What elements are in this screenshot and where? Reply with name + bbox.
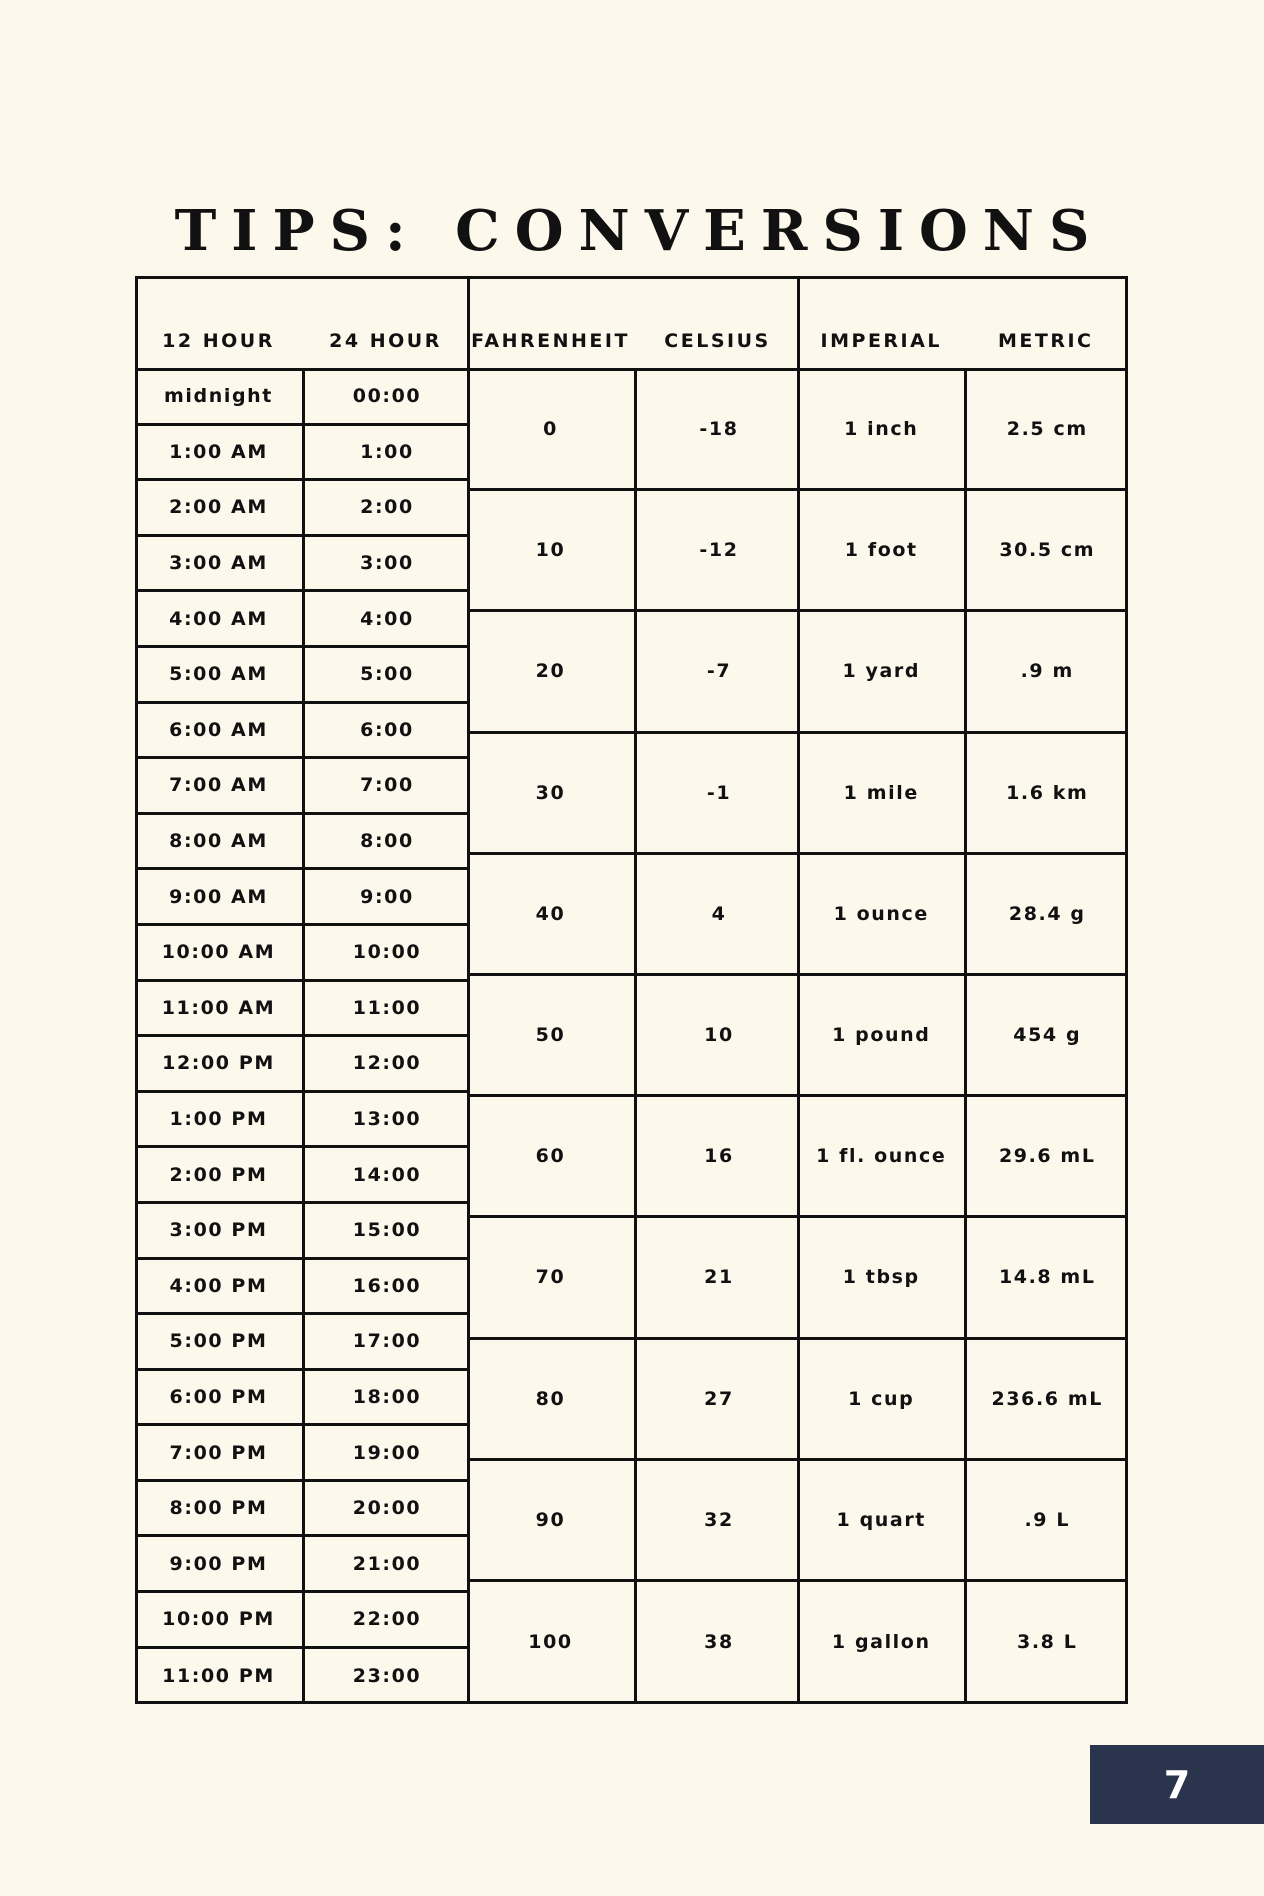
imperial-cell: 1 fl. ounce xyxy=(816,1145,947,1168)
page-number-badge: 7 xyxy=(1090,1745,1264,1824)
celsius-cell: -12 xyxy=(634,491,801,609)
twelve-hour-cell: 10:00 AM xyxy=(161,941,276,964)
time-row xyxy=(135,426,469,482)
metric-cell: .9 m xyxy=(964,612,1129,730)
twenty-four-hour-cell: 10:00 xyxy=(302,926,469,979)
temperature-row xyxy=(467,1097,801,1218)
fahrenheit-cell: 0 xyxy=(543,418,558,441)
celsius-cell: 21 xyxy=(634,1218,801,1336)
celsius-cell: 27 xyxy=(634,1340,801,1458)
temperature-row xyxy=(467,1461,801,1582)
twenty-four-hour-cell: 5:00 xyxy=(302,648,469,701)
celsius-cell: -1 xyxy=(634,734,801,852)
fahrenheit-cell: 60 xyxy=(535,1145,566,1168)
time-row xyxy=(135,592,469,648)
header-metric: METRIC xyxy=(998,330,1094,352)
twenty-four-hour-cell: 19:00 xyxy=(302,1426,469,1479)
temperature-row xyxy=(467,612,801,733)
twelve-hour-cell: 4:00 PM xyxy=(169,1274,268,1297)
time-row xyxy=(135,1593,469,1649)
time-row xyxy=(135,1260,469,1316)
celsius-cell: -7 xyxy=(634,612,801,730)
metric-cell: 2.5 cm xyxy=(964,370,1129,488)
imperial-cell: 1 mile xyxy=(843,781,919,804)
metric-cell: 454 g xyxy=(964,976,1129,1094)
twenty-four-hour-cell: 22:00 xyxy=(302,1593,469,1646)
celsius-cell: 16 xyxy=(634,1097,801,1215)
temperature-row xyxy=(467,1340,801,1461)
metric-cell: 236.6 mL xyxy=(964,1340,1129,1458)
measurement-row xyxy=(799,855,1128,976)
measurement-row xyxy=(799,1582,1128,1703)
time-row xyxy=(135,1315,469,1371)
twelve-hour-cell: 12:00 PM xyxy=(162,1052,275,1075)
fahrenheit-cell: 50 xyxy=(535,1024,566,1047)
temperature-row xyxy=(467,1218,801,1339)
temperature-conversion-table xyxy=(467,276,801,1704)
time-row xyxy=(135,1037,469,1093)
twelve-hour-cell: 8:00 AM xyxy=(169,830,268,853)
imperial-cell: 1 ounce xyxy=(833,902,929,925)
twenty-four-hour-cell: 18:00 xyxy=(302,1371,469,1424)
imperial-cell: 1 gallon xyxy=(831,1631,931,1654)
twenty-four-hour-cell: 6:00 xyxy=(302,704,469,757)
twelve-hour-cell: 2:00 PM xyxy=(169,1163,268,1186)
temperature-row xyxy=(467,491,801,612)
twelve-hour-cell: 9:00 PM xyxy=(169,1552,268,1575)
metric-cell: .9 L xyxy=(964,1461,1129,1579)
measurement-row xyxy=(799,1340,1128,1461)
time-row xyxy=(135,1148,469,1204)
twenty-four-hour-cell: 4:00 xyxy=(302,592,469,645)
twelve-hour-cell: 1:00 PM xyxy=(169,1108,268,1131)
temperature-header-row xyxy=(467,276,801,370)
twenty-four-hour-cell: 17:00 xyxy=(302,1315,469,1368)
time-row xyxy=(135,1482,469,1538)
measurement-row xyxy=(799,370,1128,491)
metric-cell: 14.8 mL xyxy=(964,1218,1129,1336)
header-imperial: IMPERIAL xyxy=(820,330,942,352)
imperial-cell: 1 cup xyxy=(848,1387,915,1410)
time-row xyxy=(135,870,469,926)
time-conversion-table xyxy=(135,276,469,1704)
measurement-header-row xyxy=(799,276,1128,370)
celsius-cell: 32 xyxy=(634,1461,801,1579)
twenty-four-hour-cell: 11:00 xyxy=(302,982,469,1035)
temperature-rows xyxy=(467,370,801,1703)
twelve-hour-cell: 3:00 AM xyxy=(169,552,268,575)
twelve-hour-cell: 6:00 PM xyxy=(169,1385,268,1408)
header-12-hour: 12 HOUR xyxy=(162,330,275,352)
twelve-hour-cell: 1:00 AM xyxy=(169,440,268,463)
measurement-row xyxy=(799,612,1128,733)
imperial-cell: 1 foot xyxy=(844,539,918,562)
twelve-hour-cell: 11:00 AM xyxy=(161,996,276,1019)
time-rows xyxy=(135,370,469,1704)
fahrenheit-cell: 100 xyxy=(528,1631,573,1654)
twelve-hour-cell: 5:00 PM xyxy=(169,1330,268,1353)
fahrenheit-cell: 40 xyxy=(535,902,566,925)
imperial-cell: 1 inch xyxy=(844,418,919,441)
measurement-row xyxy=(799,1461,1128,1582)
twenty-four-hour-cell: 13:00 xyxy=(302,1093,469,1146)
twenty-four-hour-cell: 20:00 xyxy=(302,1482,469,1535)
measurement-row xyxy=(799,1097,1128,1218)
measurement-conversion-table xyxy=(799,276,1128,1704)
metric-cell: 3.8 L xyxy=(964,1582,1129,1703)
header-fahrenheit: FAHRENHEIT xyxy=(471,330,630,352)
twelve-hour-cell: 4:00 AM xyxy=(169,607,268,630)
twenty-four-hour-cell: 8:00 xyxy=(302,815,469,868)
twenty-four-hour-cell: 1:00 xyxy=(302,426,469,479)
header-celsius: CELSIUS xyxy=(664,330,771,352)
imperial-cell: 1 tbsp xyxy=(842,1266,920,1289)
twelve-hour-cell: 5:00 AM xyxy=(169,663,268,686)
measurement-rows xyxy=(799,370,1128,1703)
time-row xyxy=(135,1204,469,1260)
twelve-hour-cell: midnight xyxy=(164,385,273,408)
fahrenheit-cell: 70 xyxy=(535,1266,566,1289)
twenty-four-hour-cell: 14:00 xyxy=(302,1148,469,1201)
twenty-four-hour-cell: 00:00 xyxy=(302,370,469,423)
time-row xyxy=(135,704,469,760)
celsius-cell: 38 xyxy=(634,1582,801,1703)
temperature-row xyxy=(467,855,801,976)
imperial-cell: 1 pound xyxy=(832,1024,931,1047)
time-row xyxy=(135,1371,469,1427)
twelve-hour-cell: 7:00 PM xyxy=(169,1441,268,1464)
time-row xyxy=(135,1426,469,1482)
time-row xyxy=(135,537,469,593)
twenty-four-hour-cell: 7:00 xyxy=(302,759,469,812)
twenty-four-hour-cell: 16:00 xyxy=(302,1260,469,1313)
celsius-cell: 4 xyxy=(634,855,801,973)
twelve-hour-cell: 8:00 PM xyxy=(169,1497,268,1520)
temperature-row xyxy=(467,976,801,1097)
time-row xyxy=(135,926,469,982)
twelve-hour-cell: 11:00 PM xyxy=(162,1665,275,1688)
twenty-four-hour-cell: 9:00 xyxy=(302,870,469,923)
twenty-four-hour-cell: 21:00 xyxy=(302,1537,469,1590)
temperature-row xyxy=(467,1582,801,1703)
time-row xyxy=(135,481,469,537)
fahrenheit-cell: 20 xyxy=(535,660,566,683)
time-header-row xyxy=(135,276,469,370)
twenty-four-hour-cell: 23:00 xyxy=(302,1649,469,1705)
twelve-hour-cell: 7:00 AM xyxy=(169,774,268,797)
celsius-cell: 10 xyxy=(634,976,801,1094)
header-24-hour: 24 HOUR xyxy=(329,330,442,352)
metric-cell: 1.6 km xyxy=(964,734,1129,852)
fahrenheit-cell: 90 xyxy=(535,1508,566,1531)
fahrenheit-cell: 30 xyxy=(535,781,566,804)
fahrenheit-cell: 10 xyxy=(535,539,566,562)
twenty-four-hour-cell: 15:00 xyxy=(302,1204,469,1257)
time-row xyxy=(135,370,469,426)
fahrenheit-cell: 80 xyxy=(535,1387,566,1410)
measurement-row xyxy=(799,491,1128,612)
page-title: TIPS: CONVERSIONS xyxy=(174,198,1105,264)
time-row xyxy=(135,982,469,1038)
twelve-hour-cell: 9:00 AM xyxy=(169,885,268,908)
metric-cell: 30.5 cm xyxy=(964,491,1129,609)
metric-cell: 29.6 mL xyxy=(964,1097,1129,1215)
temperature-row xyxy=(467,734,801,855)
time-row xyxy=(135,1649,469,1705)
time-row xyxy=(135,1093,469,1149)
twenty-four-hour-cell: 2:00 xyxy=(302,481,469,534)
twelve-hour-cell: 10:00 PM xyxy=(162,1608,275,1631)
measurement-row xyxy=(799,734,1128,855)
metric-cell: 28.4 g xyxy=(964,855,1129,973)
twenty-four-hour-cell: 3:00 xyxy=(302,537,469,590)
measurement-row xyxy=(799,976,1128,1097)
twenty-four-hour-cell: 12:00 xyxy=(302,1037,469,1090)
measurement-row xyxy=(799,1218,1128,1339)
twelve-hour-cell: 3:00 PM xyxy=(169,1219,268,1242)
time-row xyxy=(135,648,469,704)
celsius-cell: -18 xyxy=(634,370,801,488)
time-row xyxy=(135,1537,469,1593)
imperial-cell: 1 yard xyxy=(842,660,921,683)
imperial-cell: 1 quart xyxy=(836,1508,926,1531)
time-row xyxy=(135,815,469,871)
temperature-row xyxy=(467,370,801,491)
time-row xyxy=(135,759,469,815)
twelve-hour-cell: 6:00 AM xyxy=(169,718,268,741)
twelve-hour-cell: 2:00 AM xyxy=(169,496,268,519)
